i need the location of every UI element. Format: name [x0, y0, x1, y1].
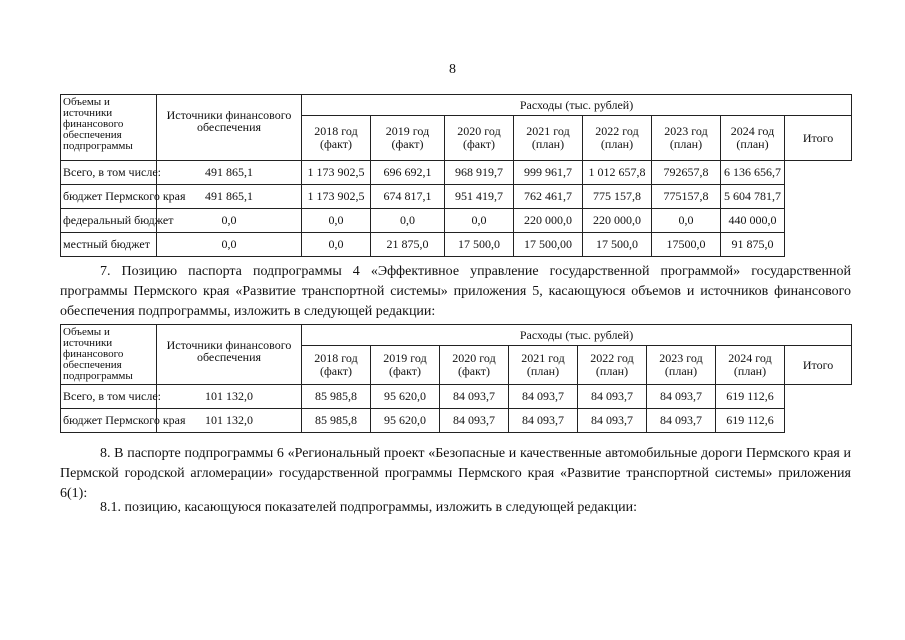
expenses-header: Расходы (тыс. рублей): [302, 325, 852, 346]
year-header: 2018 год (факт): [302, 116, 371, 161]
page-number: 8: [449, 62, 456, 77]
cell-value: 17 500,00: [514, 233, 583, 257]
cell-value: 775157,8: [652, 185, 721, 209]
cell-value: 0,0: [157, 233, 302, 257]
year-header: 2019 год (факт): [371, 116, 445, 161]
row-name: бюджет Пермского края: [61, 409, 157, 433]
row-name: бюджет Пермского края: [61, 185, 157, 209]
table-label: Объемы и источники финансового обеспечения подпрограммы: [61, 95, 157, 161]
year-header: 2019 год (факт): [371, 346, 440, 385]
cell-value: 0,0: [157, 209, 302, 233]
cell-value: 0,0: [302, 233, 371, 257]
year-header: 2020 год (факт): [445, 116, 514, 161]
table-label: Объемы и источники финансового обеспечения подпрограммы: [61, 325, 157, 385]
sources-header: Источники финансового обеспечения: [157, 95, 302, 161]
year-header: 2024 год (план): [716, 346, 785, 385]
cell-value: 762 461,7: [514, 185, 583, 209]
table-row: [61, 409, 852, 433]
cell-value: 17 500,0: [445, 233, 514, 257]
total-header: Итого: [785, 116, 852, 161]
expenses-header: Расходы (тыс. рублей): [302, 95, 852, 116]
row-name: Всего, в том числе:: [61, 161, 157, 185]
cell-value: 84 093,7: [509, 385, 578, 409]
paragraph-8: 8. В паспорте подпрограммы 6 «Региональный проект «Безопасные и качественные автомобильные дороги Пермского края и Пермской городской агломерации» государственной программы Пермского края «Развитие транспортной системы» приложения 6(1):: [60, 446, 851, 501]
row-name: местный бюджет: [61, 233, 157, 257]
cell-total: 619 112,6: [716, 409, 785, 433]
year-header: 2023 год (план): [652, 116, 721, 161]
cell-value: 491 865,1: [157, 185, 302, 209]
year-header: 2018 год (факт): [302, 346, 371, 385]
cell-value: 696 692,1: [371, 161, 445, 185]
cell-value: 1 173 902,5: [302, 185, 371, 209]
cell-total: 619 112,6: [716, 385, 785, 409]
cell-value: 84 093,7: [647, 385, 716, 409]
cell-value: 17 500,0: [583, 233, 652, 257]
cell-value: 84 093,7: [647, 409, 716, 433]
cell-total: 5 604 781,7: [721, 185, 785, 209]
row-name: федеральный бюджет: [61, 209, 157, 233]
table-row: [61, 161, 852, 185]
cell-value: 999 961,7: [514, 161, 583, 185]
table-row: [61, 233, 852, 257]
cell-value: 95 620,0: [371, 409, 440, 433]
table-row: [61, 385, 852, 409]
year-header: 2022 год (план): [578, 346, 647, 385]
cell-value: 0,0: [302, 209, 371, 233]
cell-value: 775 157,8: [583, 185, 652, 209]
cell-total: 91 875,0: [721, 233, 785, 257]
year-header: 2024 год (план): [721, 116, 785, 161]
cell-value: 84 093,7: [578, 385, 647, 409]
sources-header: Источники финансового обеспечения: [157, 325, 302, 385]
year-header: 2022 год (план): [583, 116, 652, 161]
year-header: 2023 год (план): [647, 346, 716, 385]
cell-value: 84 093,7: [440, 385, 509, 409]
total-header: Итого: [785, 346, 852, 385]
year-header: 2020 год (факт): [440, 346, 509, 385]
cell-total: 6 136 656,7: [721, 161, 785, 185]
cell-value: 491 865,1: [157, 161, 302, 185]
cell-total: 440 000,0: [721, 209, 785, 233]
cell-value: 85 985,8: [302, 385, 371, 409]
cell-value: 1 012 657,8: [583, 161, 652, 185]
cell-value: 84 093,7: [440, 409, 509, 433]
cell-value: 101 132,0: [157, 385, 302, 409]
paragraph-7: 7. Позицию паспорта подпрограммы 4 «Эффективное управление государственной программой» государственной программы Пермского края «Развитие транспортной системы» приложения 5, касающуюся объемов и источников финансового обеспечения подпрограммы, изложить в следующей редакции:: [60, 264, 851, 319]
cell-value: 0,0: [371, 209, 445, 233]
cell-value: 792657,8: [652, 161, 721, 185]
cell-value: 0,0: [652, 209, 721, 233]
financing-table-1: [60, 94, 852, 257]
cell-value: 968 919,7: [445, 161, 514, 185]
cell-value: 21 875,0: [371, 233, 445, 257]
cell-value: 95 620,0: [371, 385, 440, 409]
cell-value: 101 132,0: [157, 409, 302, 433]
cell-value: 17500,0: [652, 233, 721, 257]
cell-value: 0,0: [445, 209, 514, 233]
year-header: 2021 год (план): [514, 116, 583, 161]
cell-value: 220 000,0: [583, 209, 652, 233]
cell-value: 674 817,1: [371, 185, 445, 209]
cell-value: 220 000,0: [514, 209, 583, 233]
cell-value: 84 093,7: [509, 409, 578, 433]
row-name: Всего, в том числе:: [61, 385, 157, 409]
financing-table-2: [60, 324, 852, 433]
paragraph-8-1: 8.1. позицию, касающуюся показателей подпрограммы, изложить в следующей редакции:: [100, 500, 637, 515]
cell-value: 85 985,8: [302, 409, 371, 433]
year-header: 2021 год (план): [509, 346, 578, 385]
table-row: [61, 185, 852, 209]
cell-value: 951 419,7: [445, 185, 514, 209]
cell-value: 84 093,7: [578, 409, 647, 433]
table-row: [61, 209, 852, 233]
cell-value: 1 173 902,5: [302, 161, 371, 185]
